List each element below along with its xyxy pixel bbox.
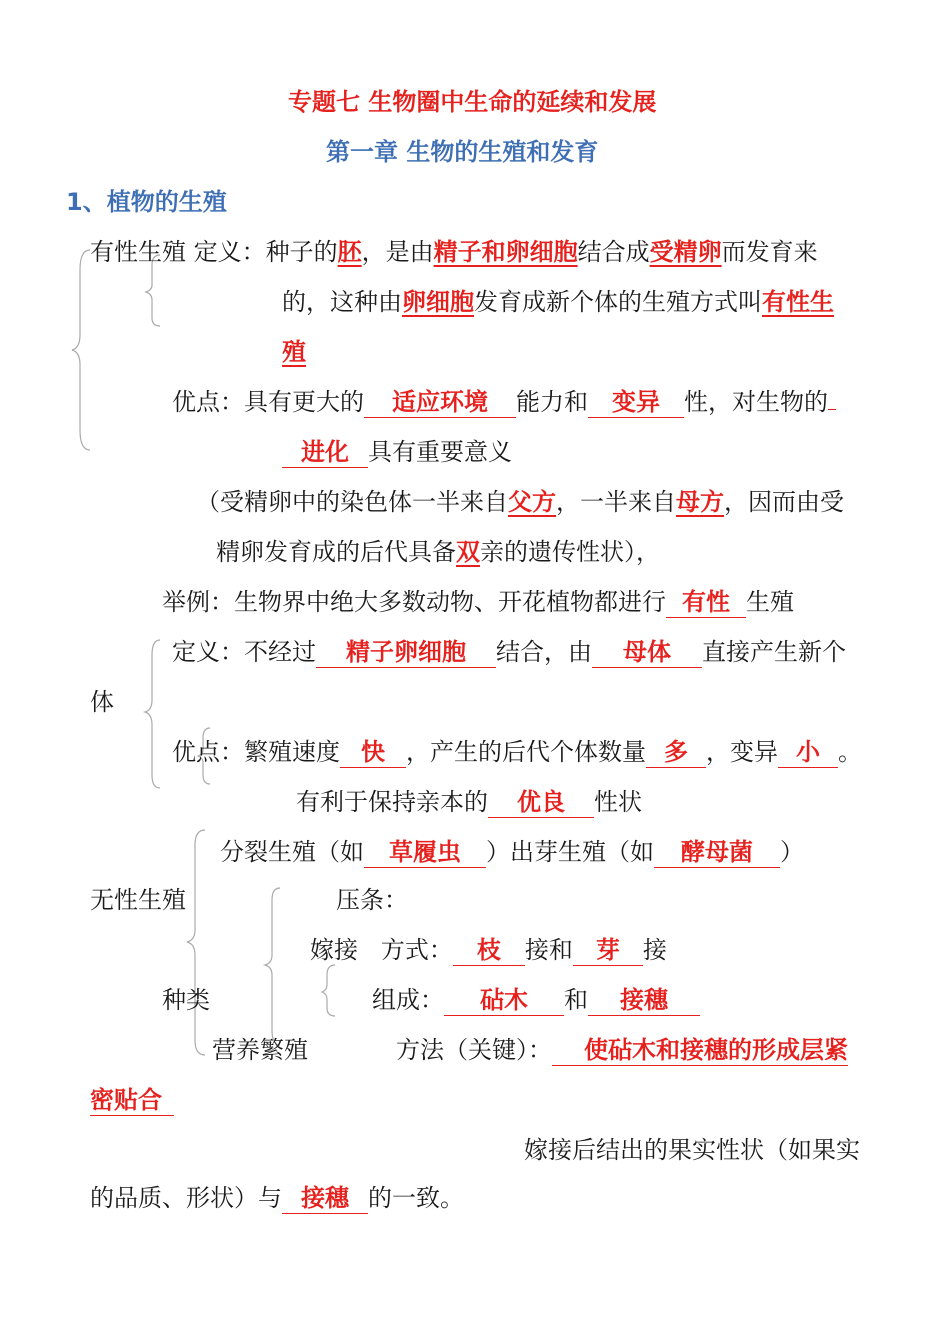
fruit-line2 — [90, 1182, 464, 1214]
answer-yeast: 酵母菌 — [654, 837, 780, 868]
answer-zygote: 受精卵 — [649, 238, 722, 266]
grafting-key-line2 — [90, 1084, 174, 1116]
text: 结合，由 — [496, 638, 592, 666]
text: 的，这种由 — [282, 288, 402, 316]
text: ，一半来自 — [556, 488, 676, 516]
sexual-note-line1 — [196, 486, 844, 518]
answer-branch: 枝 — [453, 935, 525, 966]
answer-term-b: 殖 — [282, 338, 306, 366]
text: 组成： — [372, 986, 444, 1014]
answer-fruit-scion: 接穗 — [282, 1183, 368, 1214]
text: ，变异 — [706, 738, 778, 766]
answer-term-a: 有性生 — [762, 288, 834, 316]
answer-variation: 变异 — [588, 387, 684, 418]
text: （受精卵中的染色体一半来自 — [196, 488, 508, 516]
text: ，产生的后代个体数量 — [406, 738, 646, 766]
answer-scion: 接穗 — [588, 985, 700, 1016]
text: 。 — [838, 738, 862, 766]
text: 能力和 — [516, 388, 588, 416]
answer-sperm-egg: 精子和卵细胞 — [433, 238, 578, 266]
sexual-adv-line2 — [282, 436, 512, 468]
asexual-adv-line1 — [172, 736, 862, 768]
grafting-key — [396, 1034, 848, 1066]
answer-paramecium: 草履虫 — [364, 837, 486, 868]
answer-embryo: 胚 — [337, 238, 362, 266]
text: 发育成新个体的生殖方式叫 — [474, 288, 762, 316]
text: 举例：生物界中绝大多数动物、开花植物都进行 — [162, 588, 666, 616]
sexual-adv-line1 — [172, 386, 836, 418]
answer-key-b: 密贴合 — [90, 1085, 174, 1116]
text: 性状 — [594, 788, 642, 816]
text: 和 — [564, 986, 588, 1014]
types-label: 种类 — [162, 986, 210, 1014]
answer-key-a: 使砧木和接穗的形成层紧 — [552, 1035, 848, 1066]
grafting-method — [310, 934, 667, 966]
text: 接 — [642, 936, 667, 964]
asexual-label: 无性生殖 — [90, 886, 186, 914]
text: 方式： — [380, 936, 453, 964]
answer-example: 有性 — [666, 587, 746, 618]
text: 优点：繁殖速度 — [172, 738, 340, 766]
asexual-adv-line2 — [296, 786, 642, 818]
text: 而发育来 — [721, 238, 818, 266]
sexual-def-line1 — [90, 236, 818, 268]
text: ） — [780, 838, 804, 866]
chapter-title: 第一章 生物的生殖和发育 — [326, 138, 599, 166]
sexual-outer-brace — [72, 250, 90, 450]
sexual-def-line3 — [282, 336, 306, 368]
text: 定义：不经过 — [172, 638, 316, 666]
types-brace — [187, 830, 205, 1055]
page-title: 专题七 生物圈中生命的延续和发展 — [288, 88, 657, 116]
text: 有利于保持亲本的 — [296, 788, 488, 816]
answer-parent: 母体 — [592, 637, 702, 668]
sexual-def-line2 — [282, 286, 834, 318]
text: ）出芽生殖（如 — [486, 838, 654, 866]
section-title: 1、植物的生殖 — [66, 188, 227, 216]
grafting-label: 嫁接 — [310, 936, 358, 964]
text: 的品质、形状）与 — [90, 1184, 282, 1212]
answer-father: 父方 — [508, 488, 556, 516]
answer-good: 优良 — [488, 787, 594, 818]
asexual-def-line1 — [172, 636, 846, 668]
vegetative-label: 营养繁殖 — [212, 1036, 308, 1064]
answer-adapt: 适应环境 — [364, 387, 516, 418]
sexual-label: 有性生殖 — [90, 238, 186, 266]
def-prefix: 定义：种子的 — [193, 238, 338, 266]
text: 的一致。 — [368, 1184, 464, 1212]
asexual-def-brace — [145, 640, 160, 788]
text: 分裂生殖（如 — [220, 838, 364, 866]
answer-variation-small: 小 — [778, 737, 838, 768]
text: 接和 — [524, 936, 573, 964]
text: 结合成 — [577, 238, 650, 266]
fruit-line1: 嫁接后结出的果实性状（如果实 — [524, 1136, 860, 1164]
answer-bud: 芽 — [573, 935, 643, 966]
answer-sperm-egg-2: 精子卵细胞 — [316, 637, 496, 668]
text: ，是由 — [361, 238, 434, 266]
text: 直接产生新个 — [702, 638, 846, 666]
text: 精卵发育成的后代具备 — [216, 538, 456, 566]
answer-mother: 母方 — [676, 488, 724, 516]
vegetative-brace — [265, 888, 280, 1045]
text: 生殖 — [746, 588, 794, 616]
text: 优点：具有更大的 — [172, 388, 364, 416]
text: 方法（关键）： — [396, 1036, 552, 1064]
text: 亲的遗传性状）， — [480, 538, 660, 566]
sexual-note-line2 — [216, 536, 660, 568]
answer-speed: 快 — [340, 737, 406, 768]
answer-count: 多 — [646, 737, 706, 768]
fission-budding — [220, 836, 804, 868]
layering: 压条： — [336, 886, 408, 914]
sexual-example — [162, 586, 794, 618]
answer-double: 双 — [456, 538, 480, 566]
text: 具有重要意义 — [368, 438, 512, 466]
grafting-brace — [322, 965, 335, 1016]
answer-egg: 卵细胞 — [402, 288, 474, 316]
asexual-def-line2: 体 — [90, 688, 114, 716]
text: 性，对生物的 — [684, 388, 828, 416]
answer-rootstock: 砧木 — [444, 985, 564, 1016]
grafting-compose — [372, 984, 700, 1016]
blank-tail — [828, 409, 836, 410]
answer-evolution: 进化 — [282, 437, 368, 468]
text: ，因而由受 — [724, 488, 844, 516]
